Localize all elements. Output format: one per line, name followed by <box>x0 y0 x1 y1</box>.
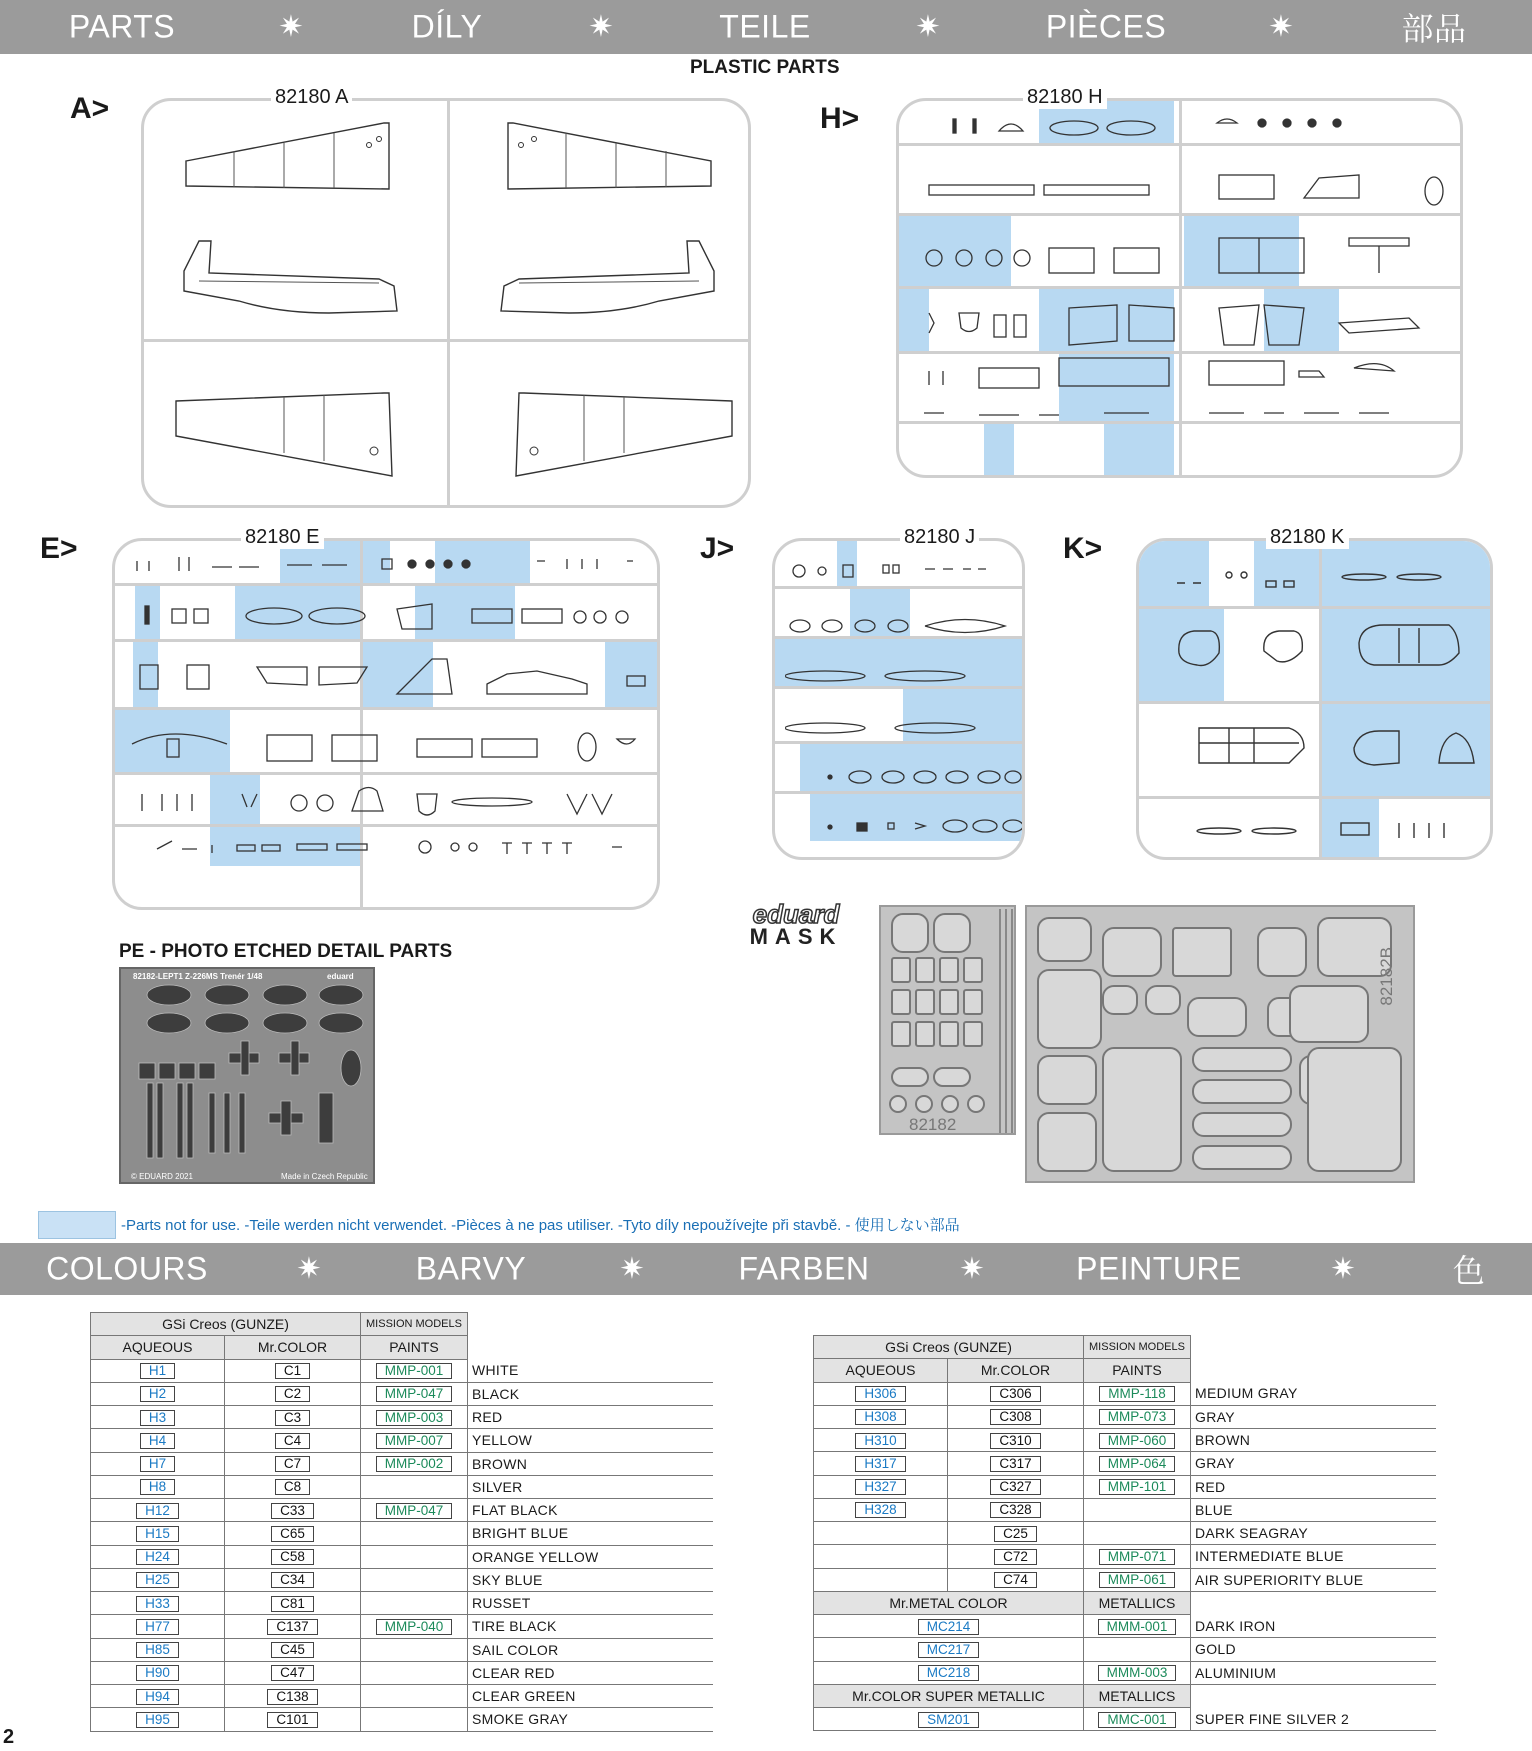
colour-name: BLACK <box>468 1382 713 1405</box>
colour-row <box>91 1429 713 1452</box>
colour-row <box>91 1475 713 1498</box>
mrcolor-code: C137 <box>267 1619 317 1635</box>
metal-row <box>814 1661 1436 1684</box>
colour-row <box>91 1499 713 1522</box>
wing-upper-left-part <box>184 121 404 191</box>
header-star: ✷ <box>619 1252 645 1286</box>
aqueous-code: H7 <box>140 1456 175 1472</box>
mrcolor-code: C317 <box>990 1456 1040 1472</box>
colour-name: SKY BLUE <box>468 1568 713 1591</box>
aqueous-code: H308 <box>855 1409 905 1425</box>
sprue-e-code: 82180 E <box>241 526 324 549</box>
not-for-use-legend: -Parts not for use. -Teile werden nicht verwendet. -Pièces à ne pas utiliser. -Tyto díly nepoužívejte při stavbě. - 使用しない部品 <box>121 1217 960 1234</box>
colour-name: TIRE BLACK <box>468 1615 713 1638</box>
mrcolor-code: C306 <box>990 1386 1040 1402</box>
colour-row <box>91 1452 713 1475</box>
colour-name: BROWN <box>1191 1429 1436 1452</box>
colour-row <box>91 1382 713 1405</box>
photo-etched-fret <box>119 967 375 1184</box>
aqueous-code: H90 <box>136 1665 179 1681</box>
colour-row <box>814 1522 1436 1545</box>
sprue-k <box>1136 538 1493 860</box>
small-parts-row <box>919 113 1459 453</box>
colour-row <box>814 1545 1436 1568</box>
mission-code: MMP-101 <box>1099 1479 1176 1495</box>
header-word-barvy: BARVY <box>415 1250 527 1287</box>
section-title: Mr.COLOR SUPER METALLIC <box>814 1684 1084 1707</box>
canopy-parts <box>1149 553 1489 853</box>
section-header-row <box>814 1591 1436 1614</box>
mission-code: MMP-060 <box>1099 1433 1176 1449</box>
header-star: ✷ <box>588 10 614 44</box>
header-word-colours: COLOURS <box>46 1250 208 1287</box>
colour-row <box>91 1406 713 1429</box>
mrcolor-code: C3 <box>275 1410 310 1426</box>
mission-code: MMP-001 <box>376 1363 453 1379</box>
mrcolor-code: C101 <box>267 1712 317 1728</box>
mask-sheet-large <box>1025 905 1415 1183</box>
mission-code: MMP-071 <box>1099 1549 1176 1565</box>
header-word-peinture: PEINTURE <box>1076 1250 1242 1287</box>
aqueous-code: H85 <box>136 1642 179 1658</box>
metal-row <box>814 1615 1436 1638</box>
propeller-parts <box>785 551 1025 851</box>
colour-name: FLAT BLACK <box>468 1499 713 1522</box>
aqueous-code: H2 <box>140 1386 175 1402</box>
header-star: ✷ <box>915 10 941 44</box>
pe-copyright: © EDUARD 2021 <box>131 1172 193 1181</box>
mrcolor-code: C310 <box>990 1433 1040 1449</box>
mrcolor-code: C72 <box>994 1549 1037 1565</box>
pe-title: PE - PHOTO ETCHED DETAIL PARTS <box>119 941 453 962</box>
aqueous-code: H3 <box>140 1410 175 1426</box>
wing-lower-left-part <box>174 391 399 481</box>
small-parts-row <box>127 549 657 879</box>
mrcolor-code: C2 <box>275 1386 310 1402</box>
colour-name: SMOKE GRAY <box>468 1708 713 1731</box>
mission-code: MMP-064 <box>1099 1456 1176 1472</box>
colour-name: YELLOW <box>468 1429 713 1452</box>
metal-row <box>814 1708 1436 1731</box>
colour-name: SAIL COLOR <box>468 1638 713 1661</box>
fuselage-right-part <box>489 231 719 321</box>
colour-name: ALUMINIUM <box>1191 1661 1436 1684</box>
plastic-parts-title: PLASTIC PARTS <box>690 57 840 78</box>
sprue-a-letter: A> <box>70 92 110 125</box>
colour-name: RUSSET <box>468 1592 713 1615</box>
aqueous-code: H8 <box>140 1479 175 1495</box>
section-subtitle: METALLICS <box>1084 1684 1191 1707</box>
mission-code: MMC-001 <box>1098 1712 1175 1728</box>
aqueous-code: H1 <box>140 1363 175 1379</box>
fuselage-left-part <box>179 231 409 321</box>
aqueous-header: AQUEOUS <box>91 1336 225 1359</box>
mission-code: MMP-003 <box>376 1410 453 1426</box>
mrcolor-code: C34 <box>271 1572 314 1588</box>
sprue-e <box>112 538 660 910</box>
aqueous-code: H12 <box>136 1503 179 1519</box>
header-word-pieces: PIÈCES <box>1045 8 1167 45</box>
aqueous-code: H306 <box>855 1386 905 1402</box>
mission-code: MMM-001 <box>1098 1619 1177 1635</box>
not-for-use-swatch <box>38 1211 116 1239</box>
section-header-row <box>814 1684 1436 1707</box>
aqueous-code: H95 <box>136 1712 179 1728</box>
colour-row <box>814 1498 1436 1521</box>
colour-row <box>91 1522 713 1545</box>
colour-name: RED <box>1191 1475 1436 1498</box>
colour-row <box>814 1382 1436 1405</box>
aqueous-code: H94 <box>136 1689 179 1705</box>
colour-row <box>814 1452 1436 1475</box>
mrcolor-code: C33 <box>271 1503 314 1519</box>
mission-header: MISSION MODELS <box>361 1313 468 1336</box>
colour-name: AIR SUPERIORITY BLUE <box>1191 1568 1436 1591</box>
eduard-mask-logo <box>726 899 866 949</box>
mrcolor-code: C65 <box>271 1526 314 1542</box>
colour-row <box>91 1359 713 1382</box>
mission-code: MMP-040 <box>376 1619 453 1635</box>
mrcolor-code: C47 <box>271 1665 314 1681</box>
mission-code: MMP-002 <box>376 1456 453 1472</box>
mission-code: MMP-118 <box>1099 1386 1175 1402</box>
metal-code: SM201 <box>918 1712 979 1728</box>
sprue-k-code: 82180 K <box>1266 526 1349 549</box>
mrcolor-code: C1 <box>275 1363 310 1379</box>
mission-header: MISSION MODELS <box>1084 1336 1191 1359</box>
mrcolor-code: C74 <box>994 1572 1037 1588</box>
mask-logo-top: eduard <box>752 899 840 929</box>
colour-name: BRIGHT BLUE <box>468 1522 713 1545</box>
colour-name: DARK SEAGRAY <box>1191 1522 1436 1545</box>
header-word-teile: TEILE <box>719 8 811 45</box>
metal-code: MC218 <box>918 1665 980 1681</box>
sprue-a <box>141 98 751 508</box>
header-star: ✷ <box>1268 10 1294 44</box>
header-word-farben: FARBEN <box>738 1250 870 1287</box>
colour-name: MEDIUM GRAY <box>1191 1382 1436 1405</box>
wing-lower-right-part <box>509 391 734 481</box>
mission-code: MMP-061 <box>1099 1572 1176 1588</box>
paints-header: PAINTS <box>1084 1359 1191 1382</box>
header-star: ✷ <box>296 1252 322 1286</box>
colour-name: BLUE <box>1191 1498 1436 1521</box>
colour-name: DARK IRON <box>1191 1615 1436 1638</box>
colour-name: WHITE <box>468 1359 713 1382</box>
aqueous-code: H310 <box>855 1433 905 1449</box>
aqueous-code: H24 <box>136 1549 179 1565</box>
metal-code: MC217 <box>918 1642 980 1658</box>
colour-table-right <box>813 1335 1436 1731</box>
header-star: ✷ <box>278 10 304 44</box>
mrcolor-code: C8 <box>275 1479 310 1495</box>
colour-row <box>814 1429 1436 1452</box>
colour-row <box>91 1615 713 1638</box>
colour-row <box>91 1592 713 1615</box>
sprue-e-letter: E> <box>40 532 78 565</box>
aqueous-code: H317 <box>855 1456 905 1472</box>
sprue-j-letter: J> <box>700 532 735 565</box>
parts-header-bar <box>0 0 1532 54</box>
colour-name: RED <box>468 1406 713 1429</box>
mask-large-code: 82182B <box>1377 947 1396 1006</box>
metal-row <box>814 1638 1436 1661</box>
colours-header-bar <box>0 1243 1532 1295</box>
header-word-parts: PARTS <box>68 8 176 45</box>
brand-header: GSi Creos (GUNZE) <box>814 1336 1084 1359</box>
colour-name: GRAY <box>1191 1452 1436 1475</box>
colour-table-left <box>90 1312 713 1732</box>
mrcolor-code: C45 <box>271 1642 314 1658</box>
mask-logo-bottom: MASK <box>749 924 843 949</box>
mrcolor-code: C138 <box>267 1689 317 1705</box>
colour-row <box>91 1638 713 1661</box>
mrcolor-code: C4 <box>275 1433 310 1449</box>
colour-row <box>91 1708 713 1731</box>
sprue-j <box>772 538 1025 860</box>
sprue-h-code: 82180 H <box>1023 86 1107 109</box>
mission-code: MMP-047 <box>376 1503 453 1519</box>
pe-fret-code: 82182-LEPT1 Z-226MS Trenér 1/48 <box>133 972 263 981</box>
colour-row <box>814 1475 1436 1498</box>
colour-row <box>91 1545 713 1568</box>
sprue-k-letter: K> <box>1063 532 1103 565</box>
aqueous-code: H77 <box>136 1619 179 1635</box>
aqueous-code: H25 <box>136 1572 179 1588</box>
colour-name: CLEAR RED <box>468 1661 713 1684</box>
mask-sheet-small <box>879 905 1016 1135</box>
colour-name: SILVER <box>468 1475 713 1498</box>
pe-parts-drawing <box>129 983 369 1163</box>
header-word-japanese: 部品 <box>1401 11 1467 47</box>
mrcolor-code: C58 <box>271 1549 314 1565</box>
colour-name: INTERMEDIATE BLUE <box>1191 1545 1436 1568</box>
mrcolor-code: C81 <box>271 1596 314 1612</box>
mission-code: MMP-047 <box>376 1386 453 1402</box>
sprue-a-code: 82180 A <box>271 86 352 109</box>
header-star: ✷ <box>1330 1252 1356 1286</box>
mrcolor-code: C7 <box>275 1456 310 1472</box>
mission-code: MMP-007 <box>376 1433 453 1449</box>
mask-small-code: 82182 <box>909 1115 957 1134</box>
colour-row <box>91 1685 713 1708</box>
aqueous-code: H328 <box>855 1502 905 1518</box>
mrcolor-code: C328 <box>990 1502 1040 1518</box>
mrcolor-header: Mr.COLOR <box>948 1359 1084 1382</box>
metal-code: MC214 <box>918 1619 980 1635</box>
colour-row <box>814 1568 1436 1591</box>
sprue-h <box>896 98 1463 478</box>
header-word-dily: DÍLY <box>411 8 483 45</box>
colour-name: ORANGE YELLOW <box>468 1545 713 1568</box>
section-title: Mr.METAL COLOR <box>814 1591 1084 1614</box>
wing-upper-right-part <box>506 121 726 191</box>
aqueous-code: H15 <box>136 1526 179 1542</box>
aqueous-code: H4 <box>140 1433 175 1449</box>
sprue-j-code: 82180 J <box>900 526 979 549</box>
colour-row <box>91 1661 713 1684</box>
brand-header: GSi Creos (GUNZE) <box>91 1313 361 1336</box>
header-word-japanese: 色 <box>1452 1253 1486 1289</box>
colour-name: SUPER FINE SILVER 2 <box>1191 1708 1436 1731</box>
colour-name: GRAY <box>1191 1405 1436 1428</box>
aqueous-code: H327 <box>855 1479 905 1495</box>
pe-brand: eduard <box>327 972 354 981</box>
colour-row <box>814 1405 1436 1428</box>
paints-header: PAINTS <box>361 1336 468 1359</box>
aqueous-header: AQUEOUS <box>814 1359 948 1382</box>
colour-name: GOLD <box>1191 1638 1436 1661</box>
colour-name: CLEAR GREEN <box>468 1685 713 1708</box>
mrcolor-code: C327 <box>990 1479 1040 1495</box>
pe-made-in: Made in Czech Republic <box>281 1172 368 1181</box>
mission-code: MMP-073 <box>1099 1409 1176 1425</box>
header-star: ✷ <box>959 1252 985 1286</box>
mrcolor-code: C308 <box>990 1409 1040 1425</box>
section-subtitle: METALLICS <box>1084 1591 1191 1614</box>
colour-name: BROWN <box>468 1452 713 1475</box>
page-number: 2 <box>3 1726 15 1748</box>
sprue-h-letter: H> <box>820 102 860 135</box>
mission-code: MMM-003 <box>1098 1665 1177 1681</box>
mrcolor-code: C25 <box>994 1526 1037 1542</box>
colour-row <box>91 1568 713 1591</box>
mrcolor-header: Mr.COLOR <box>225 1336 361 1359</box>
aqueous-code: H33 <box>136 1596 179 1612</box>
